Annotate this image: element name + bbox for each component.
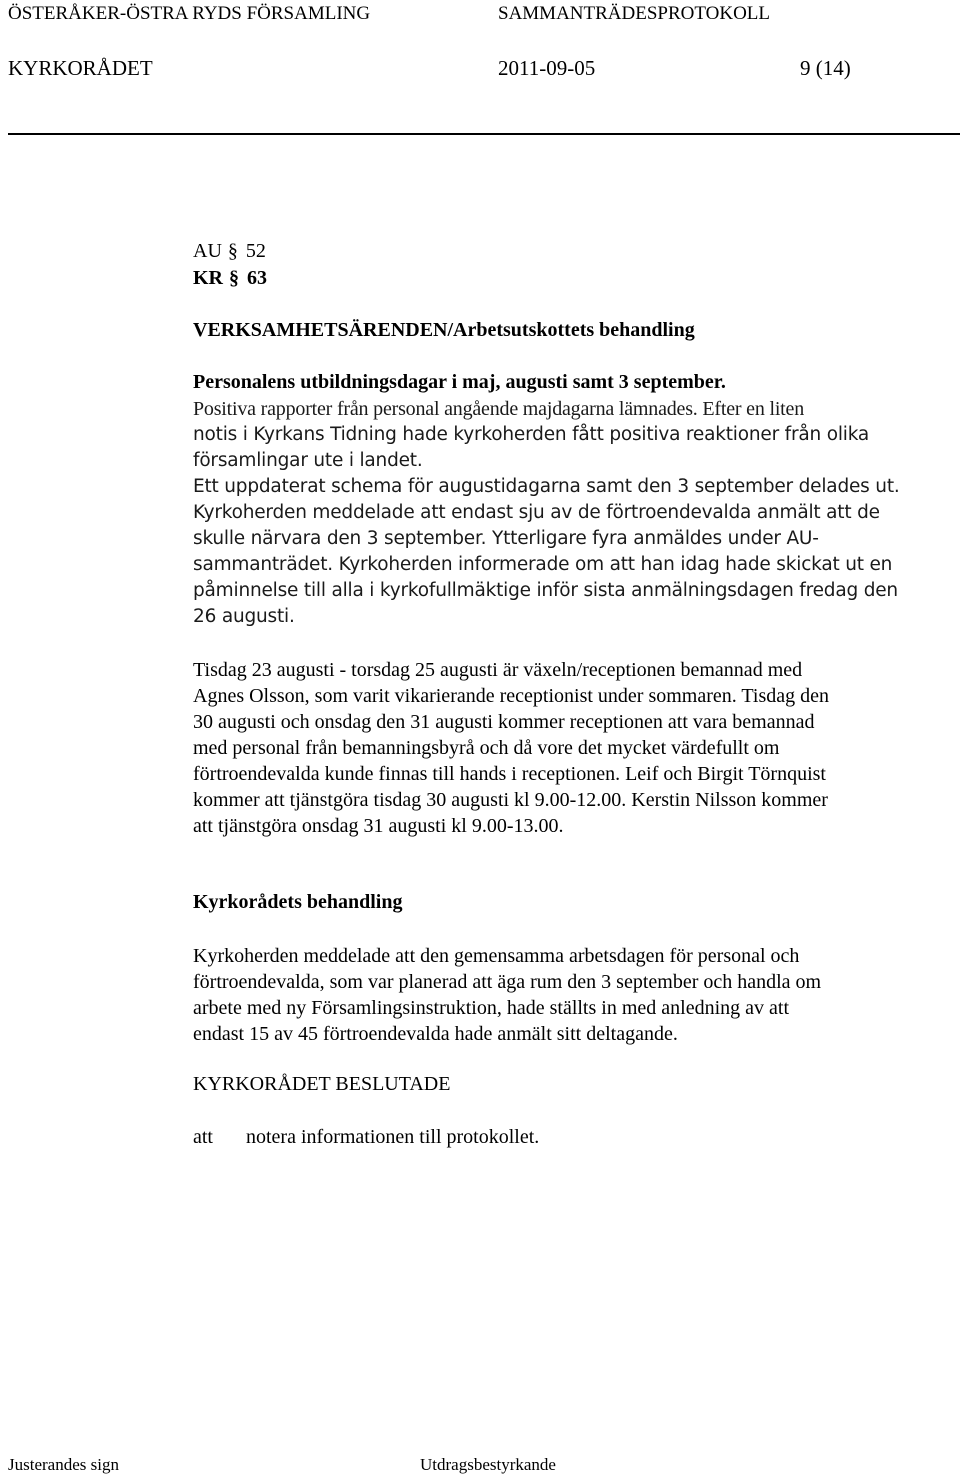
footer-justering-sign: Justerandes sign — [8, 1455, 119, 1474]
text-line: att tjänstgöra onsdag 31 augusti kl 9.00-13.00. — [193, 815, 564, 837]
section-title: VERKSAMHETSÄRENDEN/Arbetsutskottets behandling — [193, 319, 695, 341]
kr-number: 63 — [247, 267, 267, 289]
decision-att: att — [193, 1126, 213, 1148]
footer-utdrag: Utdragsbestyrkande — [420, 1455, 556, 1474]
text-line: Positiva rapporter från personal angående majdagarna lämnades. Efter en liten — [193, 398, 805, 420]
text-line: sammanträdet. Kyrkoherden informerade om att han idag hade skickat ut en — [193, 554, 893, 575]
text-line: påminnelse till alla i kyrkofullmäktige inför sista anmälningsdagen fredag den — [193, 580, 898, 601]
header-divider — [8, 133, 960, 135]
decision-heading: KYRKORÅDET BESLUTADE — [193, 1073, 451, 1095]
meeting-date: 2011-09-05 — [498, 56, 596, 80]
text-line: med personal från bemanningsbyrå och då vore det mycket värdefullt om — [193, 737, 780, 759]
paragraph-board-discussion — [193, 943, 821, 1047]
text-line: Agnes Olsson, som varit vikarierande receptionist under sommaren. Tisdag den — [193, 685, 829, 707]
text-line: skulle närvara den 3 september. Ytterligare fyra anmäldes under AU- — [193, 528, 819, 549]
text-line: 26 augusti. — [193, 606, 295, 627]
text-line: 30 augusti och onsdag den 31 augusti kommer receptionen att vara bemannad — [193, 711, 815, 733]
body-name: KYRKORÅDET — [8, 56, 153, 80]
text-line: endast 15 av 45 förtroendevalda hade anmält sitt deltagande. — [193, 1023, 678, 1045]
organization-name: ÖSTERÅKER-ÖSTRA RYDS FÖRSAMLING — [8, 3, 371, 24]
text-line: Kyrkoherden meddelade att den gemensamma arbetsdagen för personal och — [193, 945, 800, 967]
kr-label: KR — [193, 267, 223, 289]
board-treatment-heading: Kyrkorådets behandling — [193, 891, 403, 913]
au-number: 52 — [245, 240, 266, 262]
text-line: arbete med ny Församlingsinstruktion, hade ställts in med anledning av att — [193, 997, 789, 1019]
kr-reference — [193, 267, 267, 290]
text-line: förtroendevalda, som var planerad att äga rum den 3 september och handla om — [193, 971, 822, 993]
item-heading: Personalens utbildningsdagar i maj, augusti samt 3 september. — [193, 371, 726, 393]
paragraph-symbol: § — [229, 267, 239, 289]
text-line: församlingar ute i landet. — [193, 450, 423, 471]
au-label: AU — [193, 240, 222, 262]
au-reference — [193, 240, 266, 263]
paragraph-reception-staffing — [193, 657, 829, 839]
decision-text: notera informationen till protokollet. — [246, 1126, 540, 1148]
text-line: kommer att tjänstgöra tisdag 30 augusti kl 9.00-12.00. Kerstin Nilsson kommer — [193, 789, 828, 811]
text-line: förtroendevalda kunde finnas till hands i receptionen. Leif och Birgit Törnquist — [193, 763, 826, 785]
text-line: Kyrkoherden meddelade att endast sju av de förtroendevalda anmält att de — [193, 502, 880, 523]
page-number: 9 (14) — [800, 56, 851, 80]
text-line: Tisdag 23 augusti - torsdag 25 augusti är växeln/receptionen bemannad med — [193, 659, 803, 681]
text-line: notis i Kyrkans Tidning hade kyrkoherden fått positiva reaktioner från olika — [193, 424, 870, 445]
document-type: SAMMANTRÄDESPROTOKOLL — [498, 3, 771, 24]
paragraph-au-discussion — [193, 396, 900, 630]
paragraph-symbol: § — [227, 240, 238, 262]
text-line: Ett uppdaterat schema för augustidagarna samt den 3 september delades ut. — [193, 476, 900, 497]
